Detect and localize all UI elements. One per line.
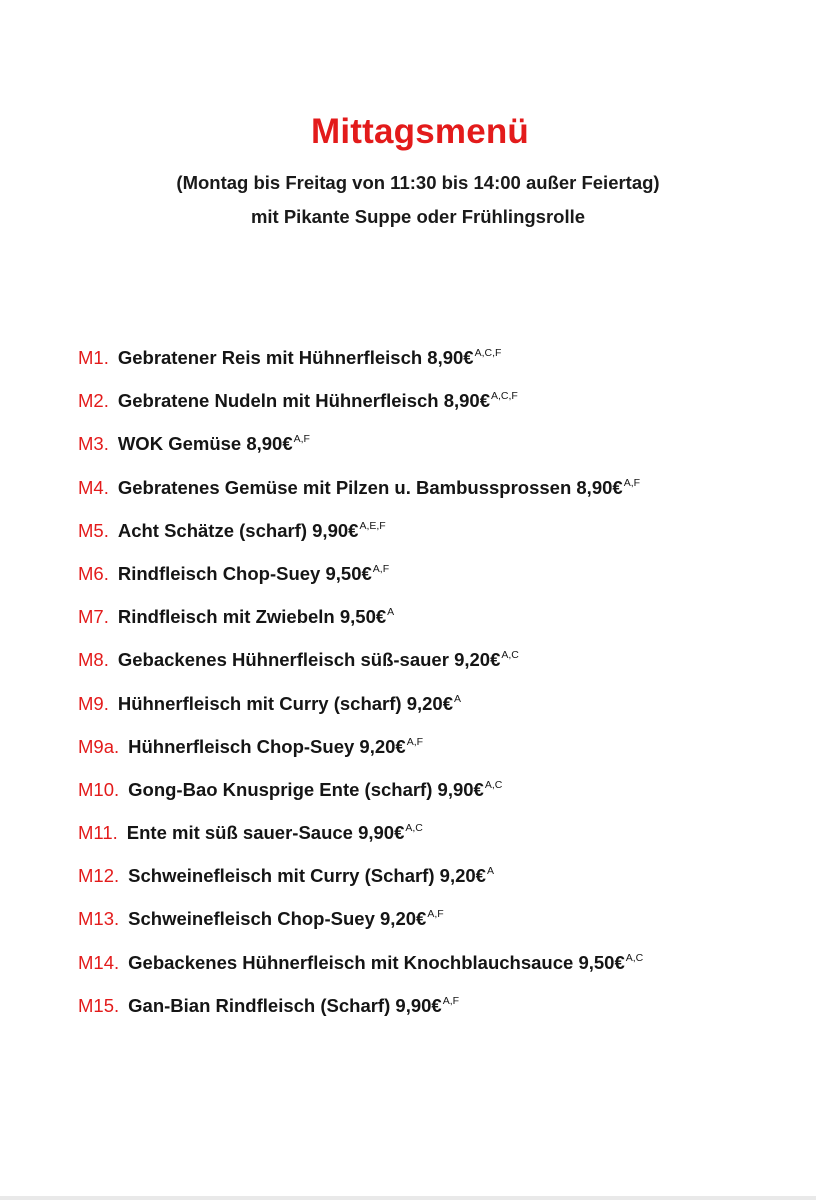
item-code: M5. [78, 519, 109, 541]
opening-hours-note: (Montag bis Freitag von 11:30 bis 14:00 außer Feiertag) [176, 172, 660, 193]
item-allergens: A,C [625, 951, 644, 964]
item-allergens: A,E,F [359, 519, 386, 532]
item-allergens: A,C [405, 822, 423, 835]
menu-item [78, 857, 643, 900]
item-price: 8,90€ [246, 433, 293, 455]
item-price: 9,20€ [380, 908, 427, 930]
item-allergens: A [454, 692, 462, 705]
item-price: 9,50€ [578, 951, 625, 973]
item-name: Gebratene Nudeln mit Hühnerfleisch [117, 390, 439, 412]
item-code: M6. [78, 562, 109, 584]
item-name: Gebackenes Hühnerfleisch süß-sauer [117, 649, 449, 671]
item-price: 9,50€ [339, 606, 387, 628]
item-allergens: A,C [484, 778, 503, 791]
item-name: Gebackenes Hühnerfleisch mit Knochblauchsauce [128, 951, 574, 973]
item-allergens: A,C,F [474, 347, 502, 359]
item-allergens: A,F [406, 735, 424, 748]
menu-item [78, 728, 643, 771]
item-allergens: A,C [501, 649, 519, 662]
item-code: M15. [78, 994, 120, 1016]
item-code: M3. [78, 433, 109, 455]
menu-item [78, 771, 643, 814]
menu-item [78, 425, 643, 468]
item-name: Rindfleisch Chop-Suey [117, 562, 321, 584]
item-code: M7. [78, 606, 109, 628]
item-code: M14. [78, 951, 120, 973]
item-allergens: A,C,F [491, 390, 518, 403]
item-price: 9,90€ [395, 994, 442, 1016]
menu-item [78, 900, 643, 943]
item-name: Acht Schätze (scharf) [117, 519, 307, 541]
item-allergens: A,F [427, 908, 444, 921]
item-name: Gebratener Reis mit Hühnerfleisch [117, 347, 423, 368]
item-allergens: A,F [623, 476, 641, 489]
item-price: 9,20€ [406, 692, 454, 714]
item-code: M9. [78, 692, 109, 714]
menu-item [78, 944, 643, 987]
item-name: Rindfleisch mit Zwiebeln [117, 606, 335, 628]
page-title: Mittagsmenü [310, 112, 530, 151]
item-code: M13. [78, 908, 120, 930]
item-name: Hühnerfleisch Chop-Suey [128, 735, 355, 757]
item-price: 9,20€ [454, 649, 501, 671]
item-code: M10. [78, 778, 120, 800]
menu-item [78, 685, 643, 728]
item-price: 9,90€ [437, 778, 484, 800]
item-name: Gong-Bao Knusprige Ente (scharf) [128, 778, 433, 800]
page-bottom-edge [0, 1196, 816, 1200]
menu-item [78, 814, 643, 857]
menu-list [78, 339, 643, 1030]
item-name: Schweinefleisch Chop-Suey [128, 908, 375, 930]
item-price: 9,90€ [312, 519, 359, 541]
menu-item [78, 512, 643, 555]
item-code: M12. [78, 865, 120, 887]
item-allergens: A,F [293, 433, 310, 446]
item-name: Gebratenes Gemüse mit Pilzen u. Bambussprossen [117, 476, 572, 498]
menu-item [78, 641, 643, 684]
item-price: 9,50€ [325, 562, 372, 584]
item-name: WOK Gemüse [117, 433, 242, 455]
item-code: M11. [78, 822, 118, 844]
item-name: Hühnerfleisch mit Curry (scharf) [117, 692, 402, 714]
item-allergens: A [387, 606, 395, 619]
item-price: 9,20€ [359, 735, 406, 757]
included-side-note: mit Pikante Suppe oder Frühlingsrolle [250, 206, 586, 227]
menu-item [78, 382, 643, 425]
item-price: 8,90€ [427, 347, 474, 368]
item-code: M2. [78, 390, 109, 412]
item-price: 8,90€ [576, 476, 623, 498]
item-name: Gan-Bian Rindfleisch (Scharf) [128, 994, 391, 1016]
item-price: 9,20€ [439, 865, 486, 887]
item-code: M8. [78, 649, 109, 671]
item-price: 9,90€ [358, 822, 405, 844]
item-code: M1. [78, 347, 109, 368]
menu-item [78, 555, 643, 598]
menu-item [78, 339, 643, 382]
item-name: Schweinefleisch mit Curry (Scharf) [128, 865, 435, 887]
menu-item [78, 469, 643, 512]
item-allergens: A,F [372, 562, 390, 575]
item-price: 8,90€ [443, 390, 491, 412]
menu-item [78, 598, 643, 641]
item-code: M4. [78, 476, 109, 498]
item-code: M9a. [78, 735, 120, 757]
item-name: Ente mit süß sauer-Sauce [126, 822, 353, 844]
item-allergens: A [486, 865, 494, 878]
menu-item [78, 987, 643, 1030]
item-allergens: A,F [442, 994, 460, 1007]
